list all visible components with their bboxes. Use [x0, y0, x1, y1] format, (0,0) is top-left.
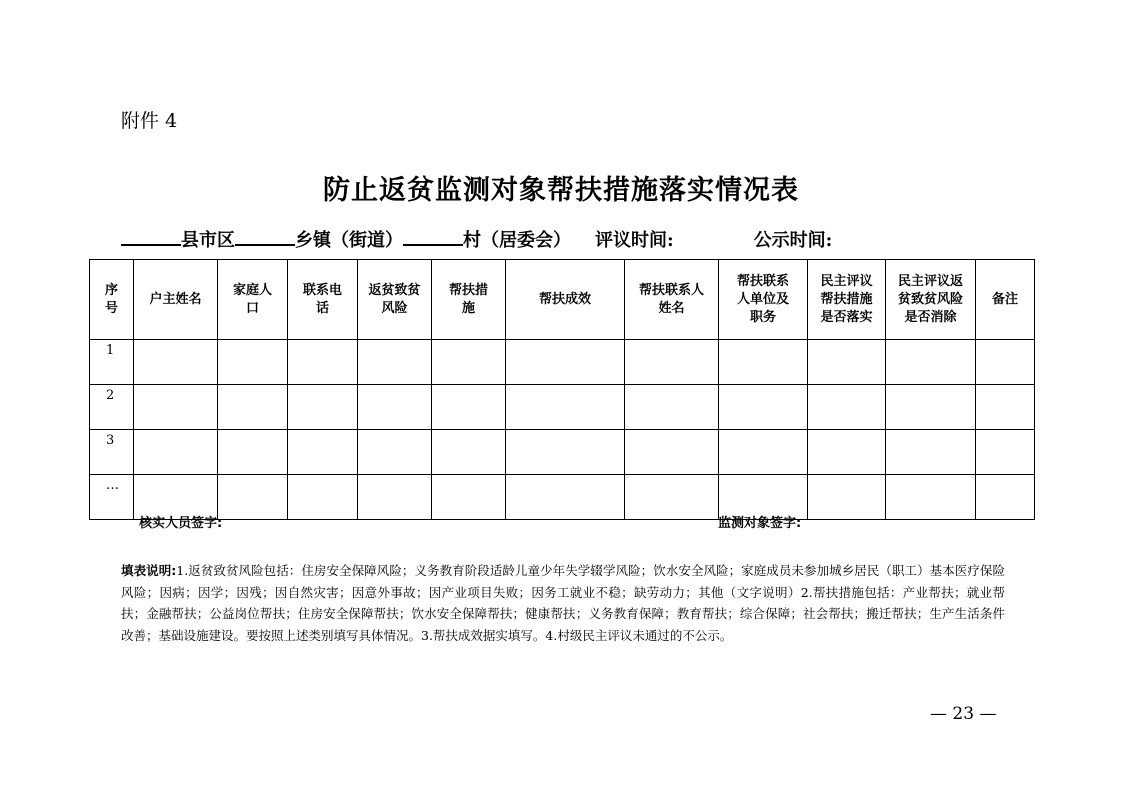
table-cell[interactable] — [218, 385, 288, 430]
table-cell[interactable] — [218, 430, 288, 475]
township-label: 乡镇（街道） — [295, 230, 403, 251]
publicity-time-label: 公示时间: — [753, 230, 833, 251]
row-seq: … — [90, 475, 134, 520]
table-cell[interactable] — [288, 340, 358, 385]
table-cell[interactable] — [358, 430, 432, 475]
table-cell[interactable] — [976, 340, 1035, 385]
col-header-contact-unit: 帮扶联系人单位及职务 — [719, 260, 808, 340]
subject-signature-label: 监测对象签字: — [718, 516, 802, 531]
col-header-risk-eliminated: 民主评议返贫致贫风险是否消除 — [886, 260, 976, 340]
notes-label: 填表说明: — [121, 563, 177, 578]
page-number: — 23 — — [930, 704, 997, 724]
table-cell[interactable] — [976, 385, 1035, 430]
table-cell[interactable] — [218, 340, 288, 385]
col-header-householder: 户主姓名 — [134, 260, 218, 340]
table-row — [90, 430, 1035, 475]
table-cell[interactable] — [358, 475, 432, 520]
table-cell[interactable] — [886, 430, 976, 475]
table-cell[interactable] — [808, 340, 886, 385]
col-header-seq: 序号 — [90, 260, 134, 340]
table-cell[interactable] — [134, 340, 218, 385]
table-cell[interactable] — [218, 475, 288, 520]
table-row — [90, 340, 1035, 385]
table-cell[interactable] — [719, 340, 808, 385]
table-cell[interactable] — [134, 385, 218, 430]
table-cell[interactable] — [288, 385, 358, 430]
table-row — [90, 475, 1035, 520]
table-cell[interactable] — [976, 430, 1035, 475]
table-cell[interactable] — [808, 475, 886, 520]
village-blank[interactable] — [403, 230, 463, 246]
review-time-label: 评议时间: — [595, 230, 674, 251]
table-cell[interactable] — [288, 475, 358, 520]
header-fields — [121, 226, 832, 252]
row-seq: 3 — [90, 430, 134, 475]
table-cell[interactable] — [288, 430, 358, 475]
col-header-contact-name: 帮扶联系人姓名 — [625, 260, 719, 340]
verifier-signature-label: 核实人员签字: — [139, 516, 223, 531]
table-cell[interactable] — [134, 430, 218, 475]
table-cell[interactable] — [886, 385, 976, 430]
table-cell[interactable] — [625, 385, 719, 430]
table-cell[interactable] — [808, 385, 886, 430]
table-cell[interactable] — [432, 430, 506, 475]
table-cell[interactable] — [886, 475, 976, 520]
table-cell[interactable] — [432, 340, 506, 385]
table-cell[interactable] — [625, 430, 719, 475]
assistance-table — [89, 259, 1035, 520]
col-header-family-size: 家庭人口 — [218, 260, 288, 340]
col-header-risk: 返贫致贫风险 — [358, 260, 432, 340]
county-blank[interactable] — [121, 230, 181, 246]
village-label: 村（居委会） — [463, 230, 571, 251]
table-cell[interactable] — [506, 385, 625, 430]
col-header-measures-implemented: 民主评议帮扶措施是否落实 — [808, 260, 886, 340]
table-row — [90, 385, 1035, 430]
table-cell[interactable] — [719, 430, 808, 475]
table-header-row — [90, 260, 1035, 340]
table-cell[interactable] — [625, 340, 719, 385]
attachment-label: 附件 4 — [121, 110, 178, 132]
table-cell[interactable] — [432, 385, 506, 430]
table-cell[interactable] — [808, 430, 886, 475]
table-cell[interactable] — [358, 385, 432, 430]
table-cell[interactable] — [358, 340, 432, 385]
col-header-phone: 联系电话 — [288, 260, 358, 340]
col-header-measures: 帮扶措施 — [432, 260, 506, 340]
col-header-effect: 帮扶成效 — [506, 260, 625, 340]
township-blank[interactable] — [235, 230, 295, 246]
row-seq: 2 — [90, 385, 134, 430]
table-cell[interactable] — [976, 475, 1035, 520]
row-seq: 1 — [90, 340, 134, 385]
filling-instructions — [121, 560, 1005, 646]
table-cell[interactable] — [625, 475, 719, 520]
table-cell[interactable] — [886, 340, 976, 385]
document-title: 防止返贫监测对象帮扶措施落实情况表 — [323, 175, 799, 206]
table-cell[interactable] — [506, 340, 625, 385]
table-cell[interactable] — [432, 475, 506, 520]
table-cell[interactable] — [719, 385, 808, 430]
col-header-remarks: 备注 — [976, 260, 1035, 340]
county-label: 县市区 — [181, 230, 235, 251]
table-cell[interactable] — [506, 430, 625, 475]
notes-text: 1.返贫致贫风险包括：住房安全保障风险；义务教育阶段适龄儿童少年失学辍学风险；饮水安全风险；家庭成员未参加城乡居民（职工）基本医疗保险风险；因病；因学；因残；因自然灾害；因意外事故；因产业项目失败；因务工就业不稳；缺劳动力；其他（文字说明）2.帮扶措施包括：产业帮扶；就业帮扶；金融帮扶；公益岗位帮扶；住房安全保障帮扶；饮水安全保障帮扶；健康帮扶；义务教育保障；教育帮扶；综合保障；社会帮扶；搬迁帮扶；生产生活条件改善；基础设施建设。要按照上述类别填写具体情况。3.帮扶成效据实填写。4.村级民主评议未通过的不公示。 — [121, 563, 1005, 643]
table-cell[interactable] — [506, 475, 625, 520]
